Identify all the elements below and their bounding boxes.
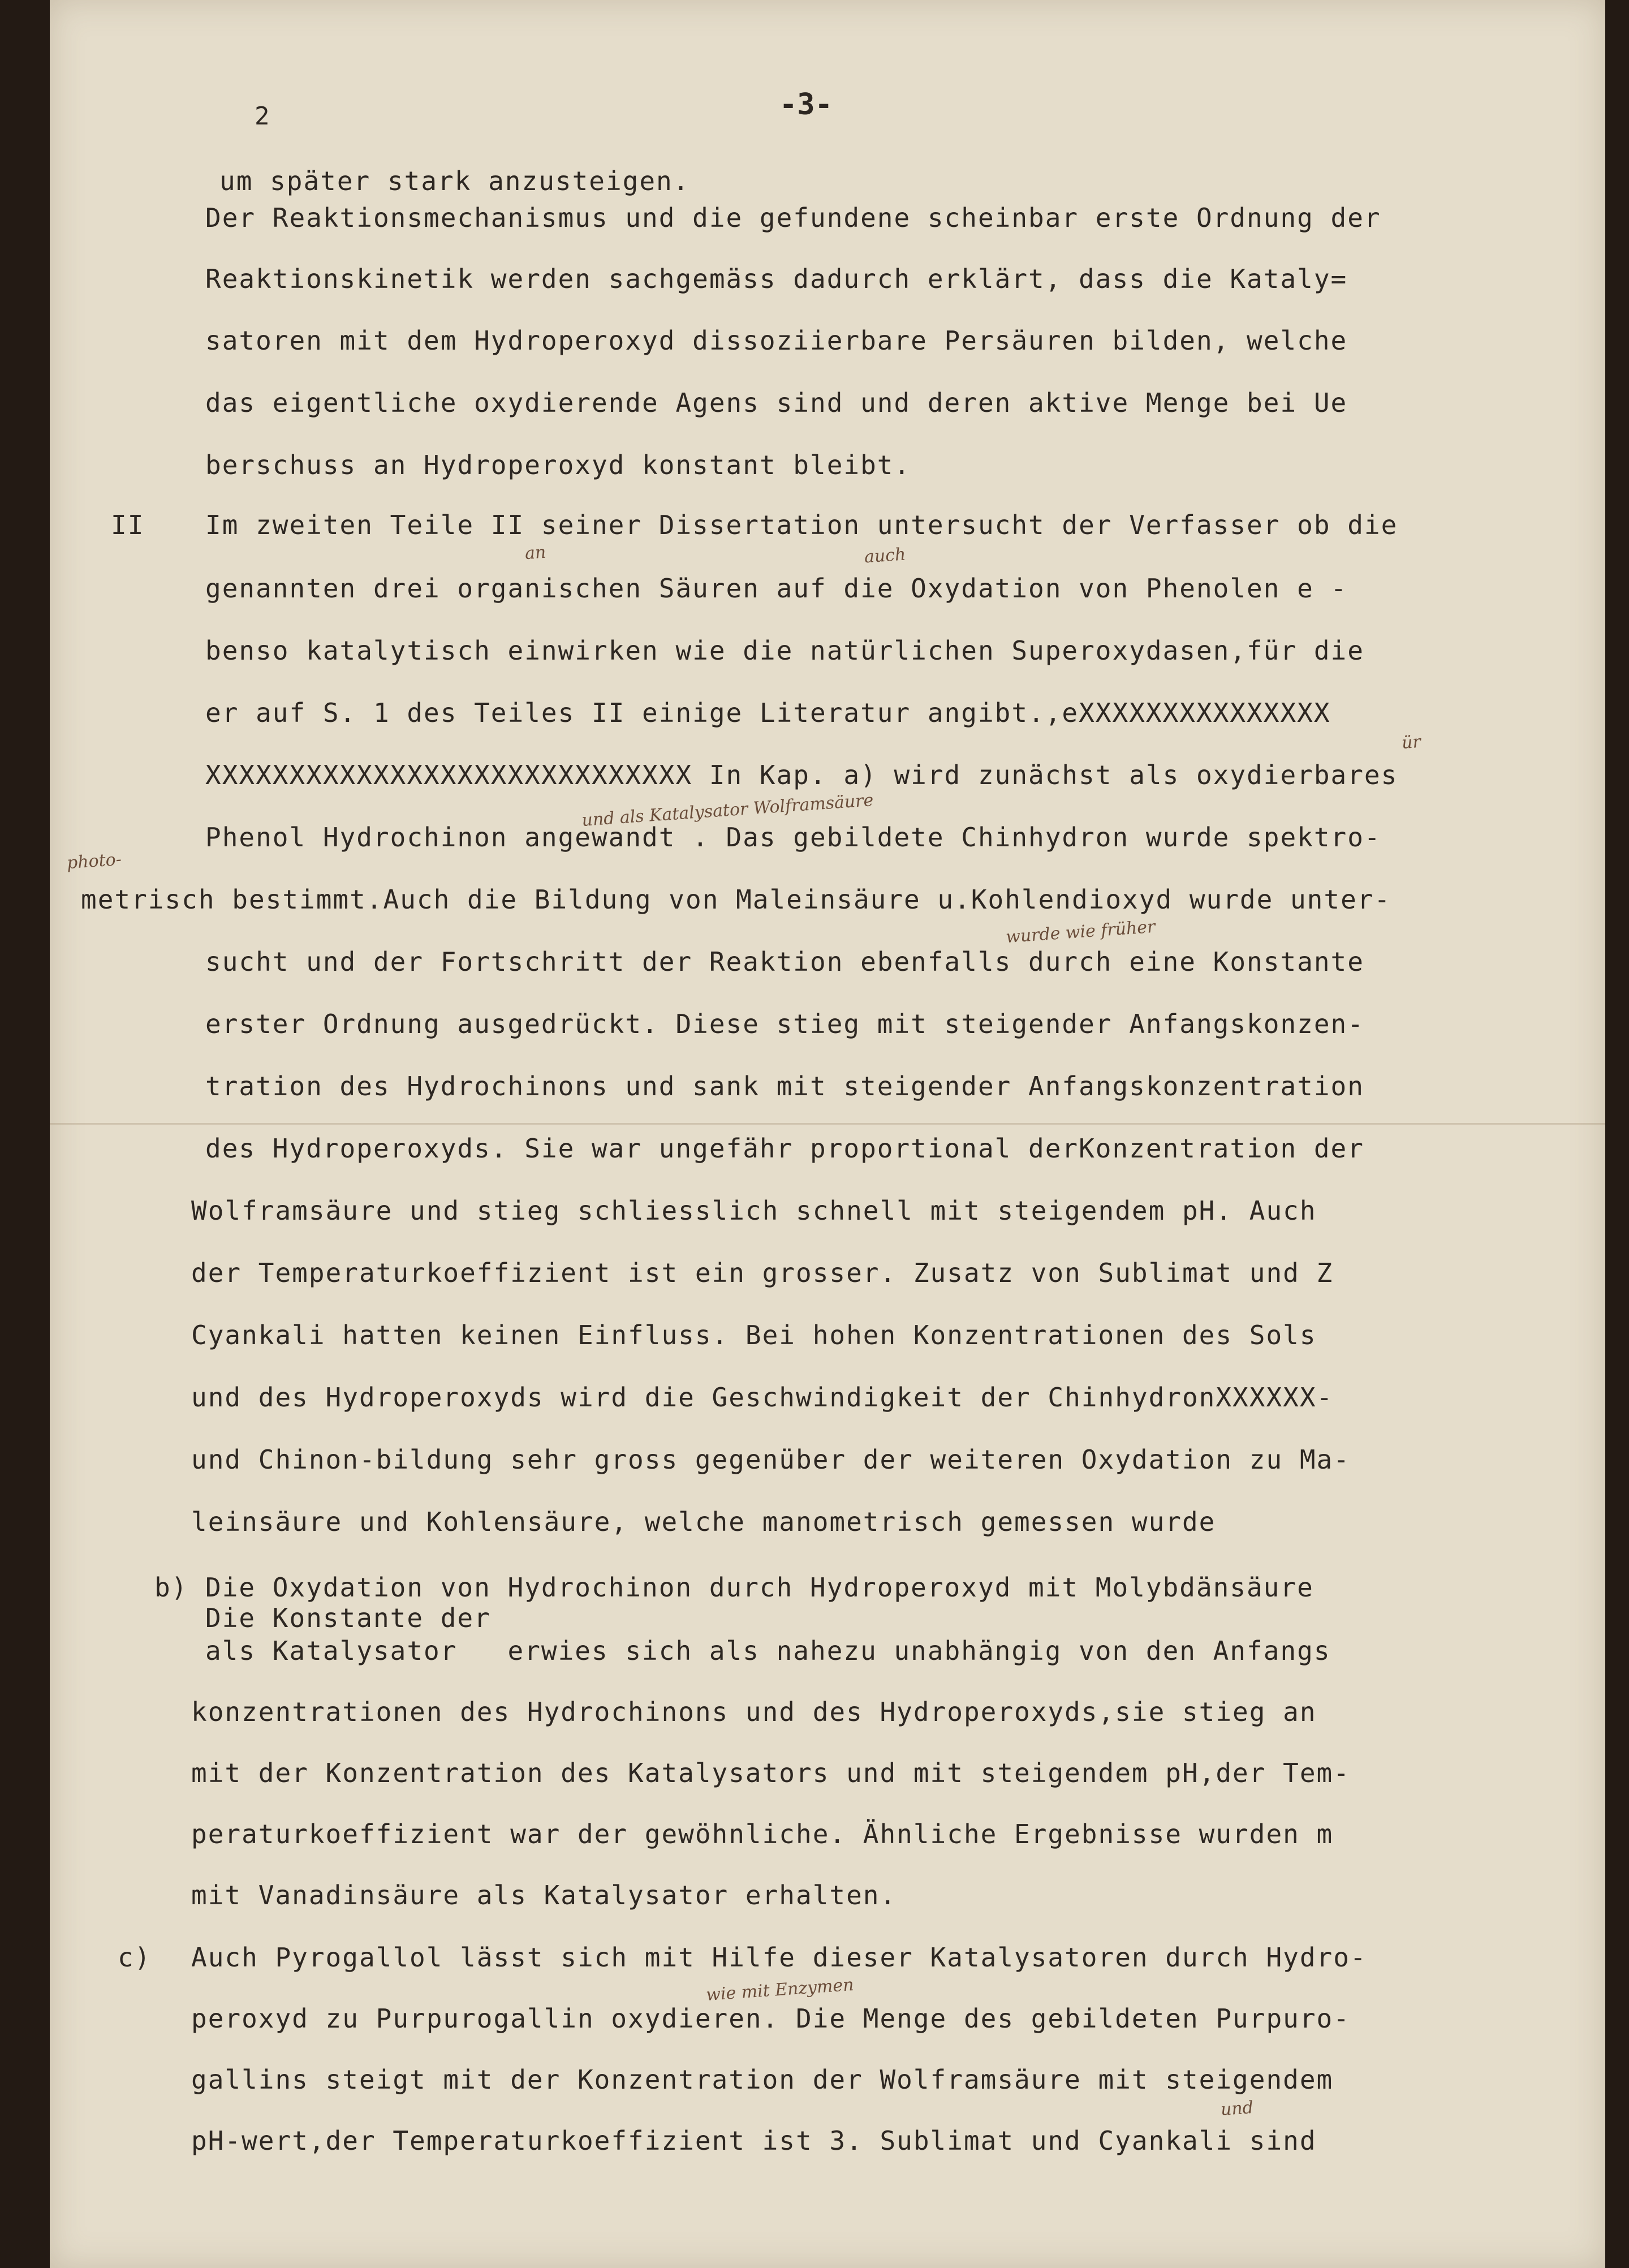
text-line: erster Ordnung ausgedrückt. Diese stieg mit steigender Anfangskonzen-	[205, 1009, 1364, 1039]
text-line: das eigentliche oxydierende Agens sind und deren aktive Menge bei Ue	[205, 388, 1348, 418]
text-line: Wolframsäure und stieg schliesslich schnell mit steigendem pH. Auch	[191, 1195, 1317, 1226]
text-line: des Hydroperoxyds. Sie war ungefähr proportional derKonzentration der	[205, 1133, 1364, 1164]
text-line: Die Konstante der	[205, 1603, 491, 1633]
text-line: genannten drei organischen Säuren auf die Oxydation von Phenolen e -	[205, 573, 1348, 604]
text-line: Auch Pyrogallol lässt sich mit Hilfe dieser Katalysatoren durch Hydro-	[191, 1942, 1367, 1973]
text-line: als Katalysator erwies sich als nahezu unabhängig von den Anfangs	[205, 1636, 1331, 1666]
text-line: und des Hydroperoxyds wird die Geschwindigkeit der ChinhydronXXXXXX-	[191, 1382, 1334, 1413]
handwritten-note: und als Katalysator Wolframsäure	[581, 790, 874, 830]
text-line: sucht und der Fortschritt der Reaktion ebenfalls durch eine Konstante	[205, 946, 1364, 977]
handwritten-note: ür	[1400, 731, 1421, 754]
handwritten-note: und	[1219, 2098, 1255, 2120]
text-line: Im zweiten Teile II seiner Dissertation untersucht der Verfasser ob die	[205, 510, 1398, 540]
section-label-ii: II	[111, 510, 145, 540]
text-line: um später stark anzusteigen.	[219, 166, 690, 196]
text-line: XXXXXXXXXXXXXXXXXXXXXXXXXXXXX In Kap. a) wird zunächst als oxydierbares	[205, 760, 1398, 790]
text-line: Die Oxydation von Hydrochinon durch Hydroperoxyd mit Molybdänsäure	[205, 1572, 1314, 1603]
text-line: pH-wert,der Temperaturkoeffizient ist 3. Sublimat und Cyankali sind	[191, 2125, 1317, 2156]
item-label-b: b)	[154, 1572, 188, 1603]
paper-fold	[50, 1123, 1605, 1125]
handwritten-note: wie mit Enzymen	[705, 1974, 855, 2006]
handwritten-note: an	[524, 542, 547, 564]
text-line: peraturkoeffizient war der gewöhnliche. Ähnliche Ergebnisse wurden m	[191, 1819, 1334, 1849]
text-line: gallins steigt mit der Konzentration der Wolframsäure mit steigendem	[191, 2064, 1334, 2095]
document-page	[50, 0, 1605, 2268]
text-line: der Temperaturkoeffizient ist ein grosser. Zusatz von Sublimat und Z	[191, 1258, 1334, 1288]
text-line: Phenol Hydrochinon angewandt . Das gebildete Chinhydron wurde spektro-	[205, 822, 1381, 853]
text-line: mit der Konzentration des Katalysators und mit steigendem pH,der Tem-	[191, 1758, 1350, 1788]
text-line: und Chinon-bildung sehr gross gegenüber der weiteren Oxydation zu Ma-	[191, 1444, 1350, 1475]
text-line: Reaktionskinetik werden sachgemäss dadurch erklärt, dass die Kataly=	[205, 264, 1348, 294]
handwritten-note: photo-	[66, 849, 122, 873]
page-number-left: 2	[255, 102, 270, 131]
text-line: benso katalytisch einwirken wie die natürlichen Superoxydasen,für die	[205, 635, 1364, 666]
handwritten-note: wurde wie früher	[1005, 916, 1156, 948]
page-number-center: -3-	[779, 88, 833, 122]
text-line: metrisch bestimmt.Auch die Bildung von Maleinsäure u.Kohlendioxyd wurde unter-	[81, 884, 1391, 915]
text-line: Der Reaktionsmechanismus und die gefundene scheinbar erste Ordnung der	[205, 203, 1381, 233]
text-line: konzentrationen des Hydrochinons und des Hydroperoxyds,sie stieg an	[191, 1697, 1317, 1727]
text-line: satoren mit dem Hydroperoxyd dissoziierbare Persäuren bilden, welche	[205, 325, 1348, 356]
text-line: peroxyd zu Purpurogallin oxydieren. Die Menge des gebildeten Purpuro-	[191, 2003, 1350, 2034]
text-line: er auf S. 1 des Teiles II einige Literatur angibt.,eXXXXXXXXXXXXXXX	[205, 698, 1331, 728]
handwritten-note: auch	[863, 544, 907, 567]
text-line: leinsäure und Kohlensäure, welche manometrisch gemessen wurde	[191, 1507, 1216, 1537]
text-line: Cyankali hatten keinen Einfluss. Bei hohen Konzentrationen des Sols	[191, 1320, 1317, 1350]
text-line: mit Vanadinsäure als Katalysator erhalten.	[191, 1880, 897, 1910]
item-label-c: c)	[118, 1942, 152, 1973]
text-line: berschuss an Hydroperoxyd konstant bleibt.	[205, 450, 911, 480]
text-line: tration des Hydrochinons und sank mit steigender Anfangskonzentration	[205, 1071, 1364, 1101]
